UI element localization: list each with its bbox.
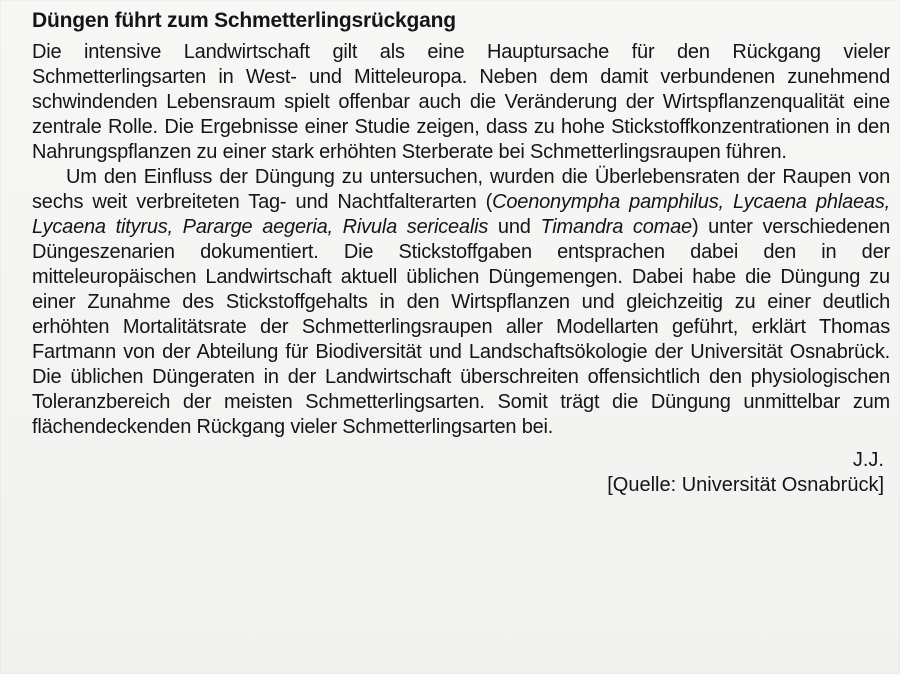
article-paragraph-1: Die intensive Landwirtschaft gilt als eine Hauptursache für den Rückgang vieler Schmetterlingsarten in West- und Mitteleuropa. Neben dem damit verbundenen zunehmend schwindenden Lebensraum spielt offenbar auch die Veränderung der Wirtspflanzenqualität eine zentrale Rolle. Die Ergebnisse einer Studie zeigen, dass zu hohe Stickstoffkonzentrationen in den Nahrungspflanzen zu einer stark erhöhten Sterberate bei Schmetterlingsraupen führen. bbox=[32, 41, 890, 163]
species-list-main: Coenonympha pamphilus, Lycaena phlaeas, Lycaena tityrus, Pararge aegeria, Rivula sericealis bbox=[32, 191, 891, 238]
paragraph-2-intro-text: Um den Einfluss der Düngung zu untersuchen, wurden die Überlebensraten der Raupen von sechs weit verbreiteten Tag- und Nachtfalterarten ( bbox=[32, 166, 890, 213]
article-title: Düngen führt zum Schmetterlingsrückgang bbox=[32, 9, 456, 32]
article-paragraph-2 bbox=[32, 165, 890, 440]
source-citation: [Quelle: Universität Osnabrück] bbox=[607, 474, 884, 496]
article bbox=[32, 8, 890, 498]
species-conjunction: und bbox=[488, 216, 541, 238]
paragraph-2-continuation-text: ) unter verschiedenen Düngeszenarien dokumentiert. Die Stickstoffgaben entsprachen dabei den in der mitteleuropäischen Landwirtschaft aktuell üblichen Düngemengen. Dabei habe die Düngung zu einer Zunahme des Stickstoffgehalts in den Wirtspflanzen und gleichzeitig zu einer deutlich erhöhten Mortalitätsrate der Schmetterlingsraupen aller Modellarten geführt, erklärt Thomas Fartmann von der Abteilung für Biodiversität und Landschaftsökologie der Universität Osnabrück. Die üblichen Düngeraten in der Landwirtschaft überschreiten offensichtlich den physiologischen Toleranzbereich der meisten Schmetterlingsarten. Somit trägt die Düngung unmittelbar zum flächendeckenden Rückgang vieler Schmetterlingsarten bei. bbox=[32, 216, 890, 438]
species-list-last: Timandra comae bbox=[540, 216, 692, 238]
author-initials: J.J. bbox=[852, 449, 884, 471]
